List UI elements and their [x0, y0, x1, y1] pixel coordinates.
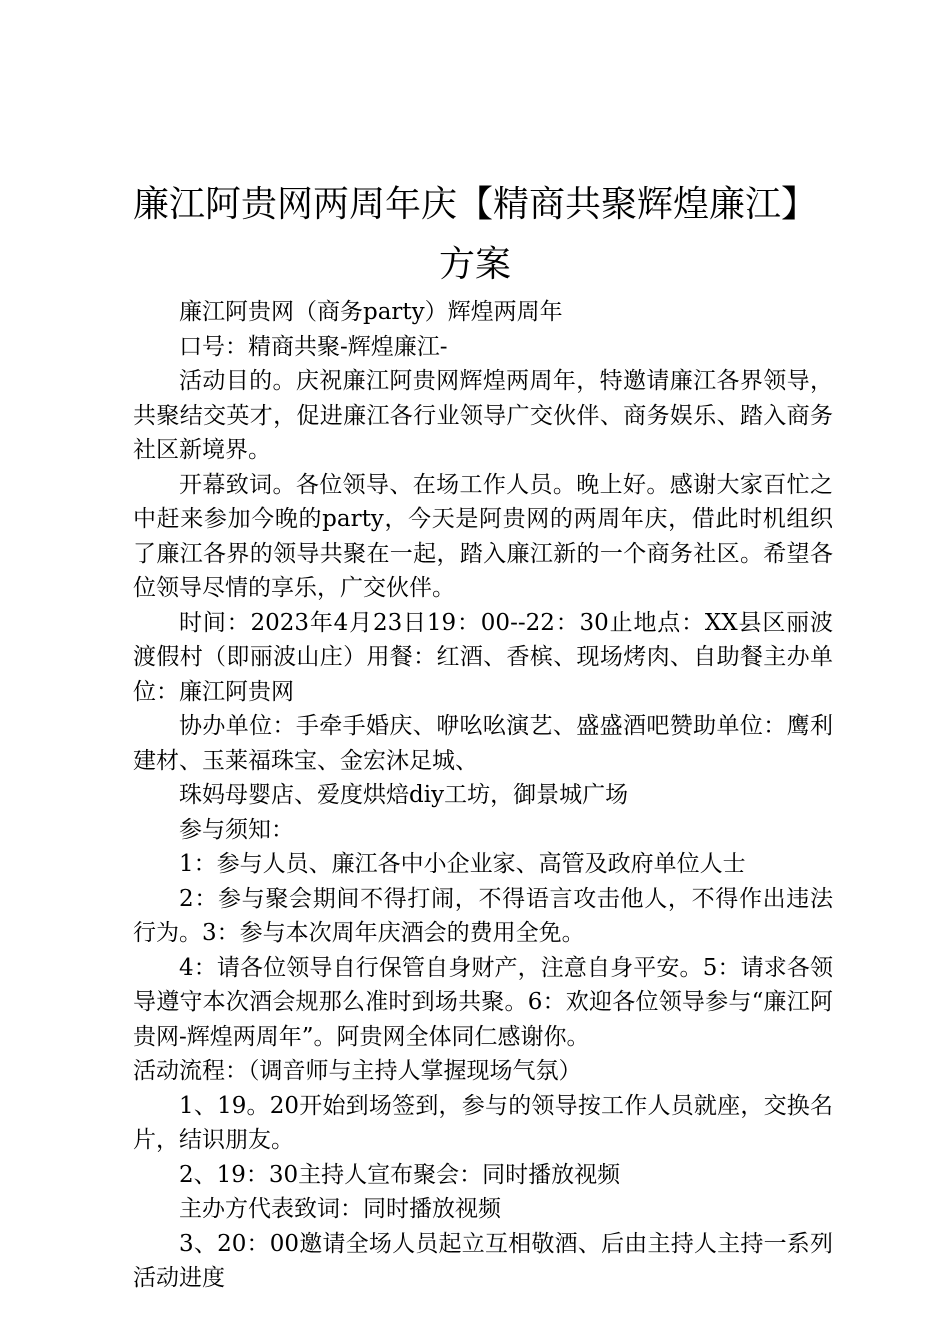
paragraph-process-3: 3、20：00邀请全场人员起立互相敬酒、后由主持人主持一系列活动进度 — [133, 1230, 833, 1291]
paragraph-notice-2-3: 2：参与聚会期间不得打闹，不得语言攻击他人，不得作出违法行为。3：参与本次周年庆酒会的费用全免。 — [133, 885, 833, 946]
paragraph-notice-heading: 参与须知： — [179, 816, 294, 843]
paragraph-co-organizers: 协办单位：手牵手婚庆、咿吆吆演艺、盛盛酒吧赞助单位：鹰利建材、玉莱福珠宝、金宏沐足城、 — [133, 713, 833, 774]
paragraph-process-heading: 活动流程：（调音师与主持人掌握现场气氛） — [133, 1058, 582, 1084]
paragraph-opening-speech: 开幕致词。各位领导、在场工作人员。晚上好。感谢大家百忙之中赶来参加今晚的party，今天是阿贵网的两周年庆，借此时机组织了廉江各界的领导共聚在一起，踏入廉江新的一个商务社区。希望各位领导尽情的享乐，广交伙伴。 — [133, 471, 833, 601]
paragraph-host-speech: 主办方代表致词：同时播放视频 — [179, 1196, 501, 1222]
document-title-line-2: 方案 — [438, 244, 511, 285]
document-title-line-1: 廉江阿贵网两周年庆【精商共聚辉煌廉江】 — [132, 184, 817, 225]
paragraph-notice-4-6: 4：请各位领导自行保管自身财产，注意自身平安。5：请求各领导遵守本次酒会规那么准时到场共聚。6：欢迎各位领导参与“廉江阿贵网-辉煌两周年”。阿贵网全体同仁感谢你。 — [133, 954, 833, 1050]
paragraph-time-location: 时间：2023年4月23日19：00--22：30止地点：XX县区丽波渡假村（即丽波山庄）用餐：红酒、香槟、现场烤肉、自助餐主办单位：廉江阿贵网 — [133, 609, 833, 705]
document-body — [133, 295, 833, 1296]
paragraph-purpose: 活动目的。庆祝廉江阿贵网辉煌两周年，特邀请廉江各界领导，共聚结交英才，促进廉江各行业领导广交伙伴、商务娱乐、踏入商务社区新境界。 — [133, 368, 833, 463]
paragraph-notice-1: 1：参与人员、廉江各中小企业家、高管及政府单位人士 — [179, 851, 746, 877]
paragraph-process-2: 2、19：30主持人宣布聚会：同时播放视频 — [179, 1161, 621, 1188]
paragraph-process-1: 1、19。20开始到场签到，参与的领导按工作人员就座，交换名片，结识朋友。 — [133, 1092, 833, 1153]
paragraph-slogan: 口号：精商共聚-辉煌廉江- — [179, 333, 448, 360]
paragraph-sponsors-continued: 珠妈母婴店、爱度烘焙diy工坊，御景城广场 — [179, 782, 629, 808]
paragraph-site-anniversary: 廉江阿贵网（商务party）辉煌两周年 — [179, 299, 563, 325]
